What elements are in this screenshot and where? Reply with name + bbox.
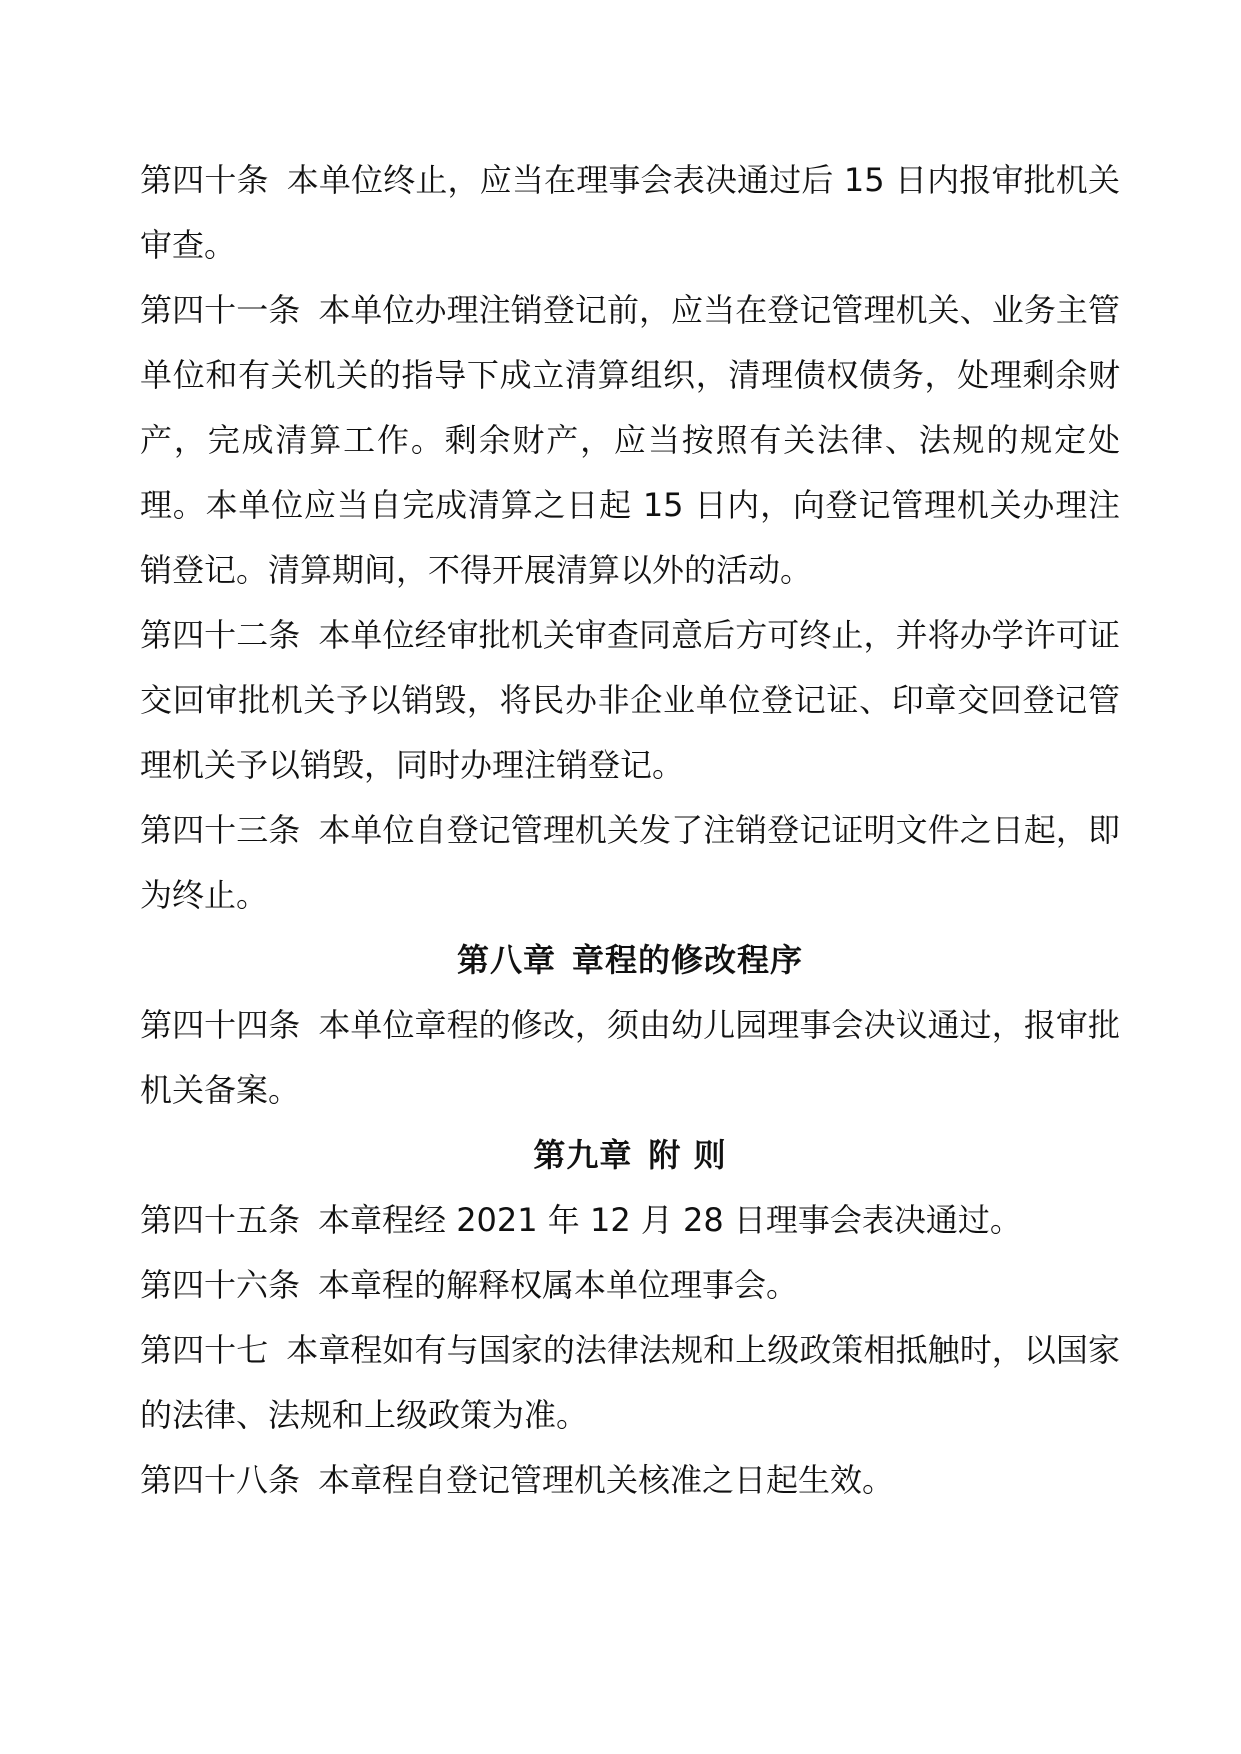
chapter-9-heading (140, 1123, 1120, 1188)
article-43 (140, 798, 1120, 928)
chapter-title: 附 则 (648, 1136, 727, 1174)
article-text: 本章程经 2021 年 12 月 28 日理事会表决通过。 (318, 1201, 1022, 1239)
article-text: 本单位终止，应当在理事会表决通过后 15 日内报审批机关审查。 (140, 161, 1120, 264)
article-number: 第四十八条 (140, 1461, 301, 1499)
chapter-title: 章程的修改程序 (572, 941, 804, 979)
article-number: 第四十二条 (140, 616, 301, 654)
chapter-number: 第八章 (456, 941, 556, 979)
article-text: 本单位办理注销登记前，应当在登记管理机关、业务主管单位和有关机关的指导下成立清算组织，清理债权债务，处理剩余财产，完成清算工作。剩余财产，应当按照有关法律、法规的规定处理。本单位应当自完成清算之日起 15 日内，向登记管理机关办理注销登记。清算期间，不得开展清算以外的活动。 (140, 291, 1120, 589)
article-45 (140, 1188, 1120, 1253)
article-42 (140, 603, 1120, 798)
article-41 (140, 278, 1120, 603)
article-number: 第四十四条 (140, 1006, 301, 1044)
article-text: 本章程自登记管理机关核准之日起生效。 (318, 1461, 895, 1499)
article-number: 第四十三条 (140, 811, 301, 849)
article-48 (140, 1448, 1120, 1513)
article-text: 本章程如有与国家的法律法规和上级政策相抵触时，以国家的法律、法规和上级政策为准。 (140, 1331, 1120, 1434)
article-text: 本章程的解释权属本单位理事会。 (318, 1266, 799, 1304)
article-number: 第四十七 (140, 1331, 269, 1369)
chapter-8-heading (140, 928, 1120, 993)
document-body (140, 148, 1120, 1513)
article-number: 第四十五条 (140, 1201, 301, 1239)
article-text: 本单位自登记管理机关发了注销登记证明文件之日起，即为终止。 (140, 811, 1120, 914)
article-number: 第四十一条 (140, 291, 301, 329)
chapter-number: 第九章 (533, 1136, 633, 1174)
article-number: 第四十六条 (140, 1266, 301, 1304)
article-40 (140, 148, 1120, 278)
article-number: 第四十条 (140, 161, 269, 199)
article-text: 本单位经审批机关审查同意后方可终止，并将办学许可证交回审批机关予以销毁，将民办非企业单位登记证、印章交回登记管理机关予以销毁，同时办理注销登记。 (140, 616, 1120, 784)
article-47 (140, 1318, 1120, 1448)
article-46 (140, 1253, 1120, 1318)
article-44 (140, 993, 1120, 1123)
article-text: 本单位章程的修改，须由幼儿园理事会决议通过，报审批机关备案。 (140, 1006, 1120, 1109)
